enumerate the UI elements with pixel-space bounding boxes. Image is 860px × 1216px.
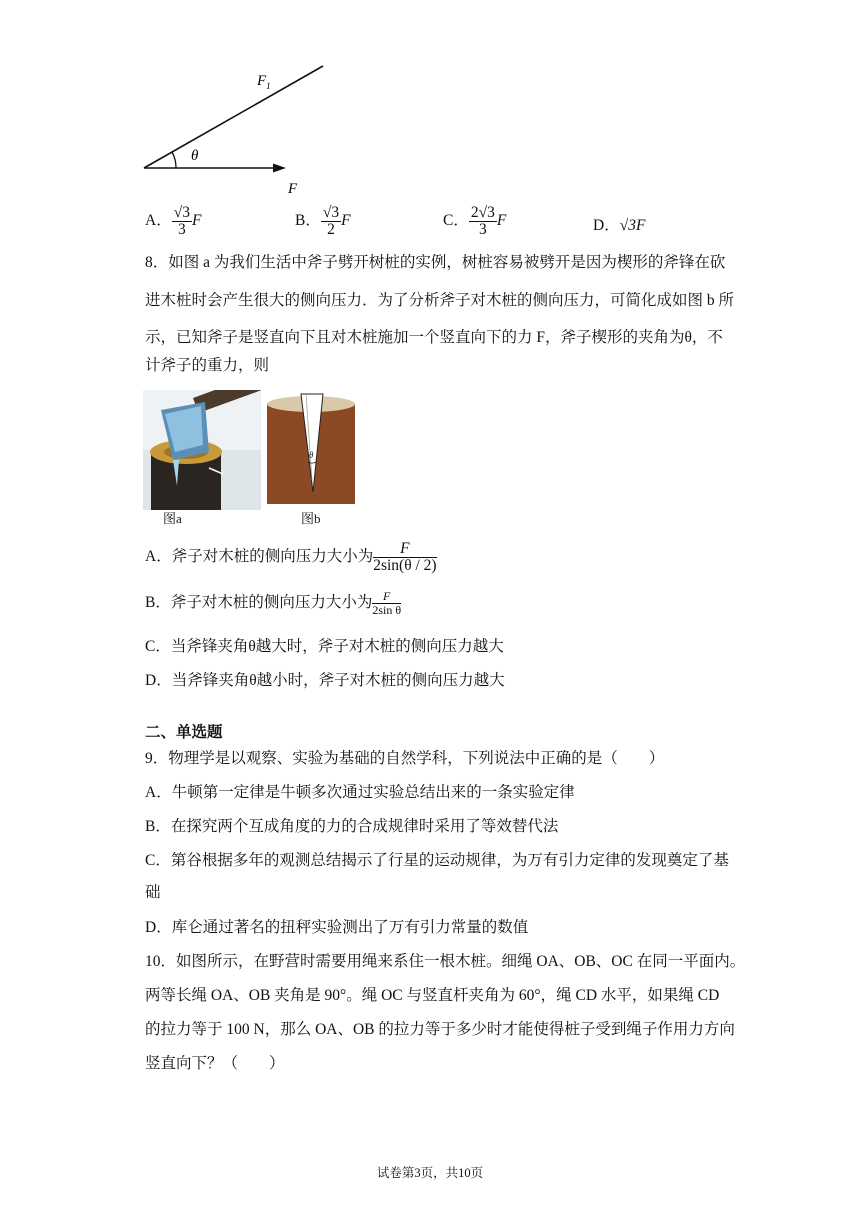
fraction xyxy=(373,541,436,574)
arrow-head-icon xyxy=(273,164,286,173)
q7-option-b[interactable] xyxy=(295,205,351,238)
numerator: √3 xyxy=(173,204,190,221)
option-letter: C． xyxy=(443,212,469,230)
denominator: 2 xyxy=(327,221,335,238)
q7-option-c[interactable] xyxy=(443,205,506,238)
denominator: 3 xyxy=(478,221,487,238)
numerator: F xyxy=(373,541,436,558)
q7-option-d[interactable] xyxy=(593,213,645,235)
q7-option-a[interactable] xyxy=(145,205,201,238)
expression: √3F xyxy=(619,217,646,234)
variable: F xyxy=(191,212,202,230)
q9-option-c-line-1[interactable]: C．第谷根据多年的观测总结揭示了行星的运动规律，为万有引力定律的发现奠定了基 xyxy=(145,852,729,869)
q10-line-3: 的拉力等于 100 N，那么 OA、OB 的拉力等于多少时才能使得桩子受到绳子作用力方向 xyxy=(145,1021,735,1038)
figure-b-stump-diagram xyxy=(263,390,359,510)
f-label: F xyxy=(288,181,298,197)
q8-line-4: 计斧子的重力，则 xyxy=(145,357,270,374)
q8-option-a[interactable] xyxy=(145,541,437,574)
numerator: √3 xyxy=(322,204,340,221)
figure-b-theta: θ xyxy=(309,450,314,460)
denominator: 2sin θ xyxy=(372,603,402,617)
q8-line-2: 进木桩时会产生很大的侧向压力．为了分析斧子对木桩的侧向压力，可简化成如图 b 所 xyxy=(145,292,735,309)
numerator: 2√3 xyxy=(470,204,495,221)
q8-option-d[interactable]: D．当斧锋夹角θ越小时，斧子对木桩的侧向压力越大 xyxy=(145,672,505,689)
variable: F xyxy=(341,212,351,230)
f1-label: $F_1$ xyxy=(257,73,271,91)
theta-label: θ xyxy=(191,148,199,164)
q8-line-1: 8．如图 a 为我们生活中斧子劈开树桩的实例，树桩容易被劈开是因为楔形的斧锋在砍 xyxy=(145,254,726,271)
page-footer: 试卷第3页，共10页 xyxy=(376,1166,484,1180)
option-text: B．斧子对木桩的侧向压力大小为 xyxy=(145,594,373,612)
q9-option-a[interactable]: A．牛顿第一定律是牛顿多次通过实验总结出来的一条实验定律 xyxy=(145,784,575,801)
q10-line-4: 竖直向下？（ ） xyxy=(145,1055,285,1072)
fraction xyxy=(469,205,497,238)
force-f1-line xyxy=(144,66,323,168)
angle-arc xyxy=(172,152,176,168)
numerator: F xyxy=(372,590,401,604)
q8-option-c[interactable]: C．当斧锋夹角θ越大时，斧子对木桩的侧向压力越大 xyxy=(145,638,504,655)
q10-line-1: 10．如图所示，在野营时需要用绳来系住一根木桩。细绳 OA、OB、OC 在同一平面内。 xyxy=(145,953,746,970)
fraction xyxy=(172,205,192,238)
fraction xyxy=(321,205,341,238)
q9-option-c-line-2: 础 xyxy=(145,884,161,901)
option-letter: B． xyxy=(295,212,321,230)
q8-option-b[interactable] xyxy=(145,590,401,617)
figure-a-caption: 图a xyxy=(163,511,182,526)
section-title: 二、单选题 xyxy=(145,724,223,741)
q9-option-b[interactable]: B．在探究两个互成角度的力的合成规律时采用了等效替代法 xyxy=(145,818,559,835)
option-text: A．斧子对木桩的侧向压力大小为 xyxy=(145,548,374,566)
fraction xyxy=(372,590,401,617)
option-letter: D． xyxy=(593,217,620,234)
denominator: 3 xyxy=(177,221,186,238)
q10-line-2: 两等长绳 OA、OB 夹角是 90°。绳 OC 与竖直杆夹角为 60°，绳 CD 水平，如果绳 CD xyxy=(145,987,720,1004)
force-diagram xyxy=(130,55,350,205)
denominator: 2sin(θ / 2) xyxy=(373,557,437,574)
q9-stem: 9．物理学是以观察、实验为基础的自然学科，下列说法中正确的是（ ） xyxy=(145,750,665,767)
q9-option-d[interactable]: D．库仑通过著名的扭秤实验测出了万有引力常量的数值 xyxy=(145,919,529,936)
option-letter: A． xyxy=(145,212,172,230)
figure-a-axe-image xyxy=(143,390,261,510)
variable: F xyxy=(496,212,507,230)
figure-b-caption: 图b xyxy=(301,511,321,526)
q8-line-3: 示，已知斧子是竖直向下且对木桩施加一个竖直向下的力 F，斧子楔形的夹角为θ，不 xyxy=(145,329,723,346)
